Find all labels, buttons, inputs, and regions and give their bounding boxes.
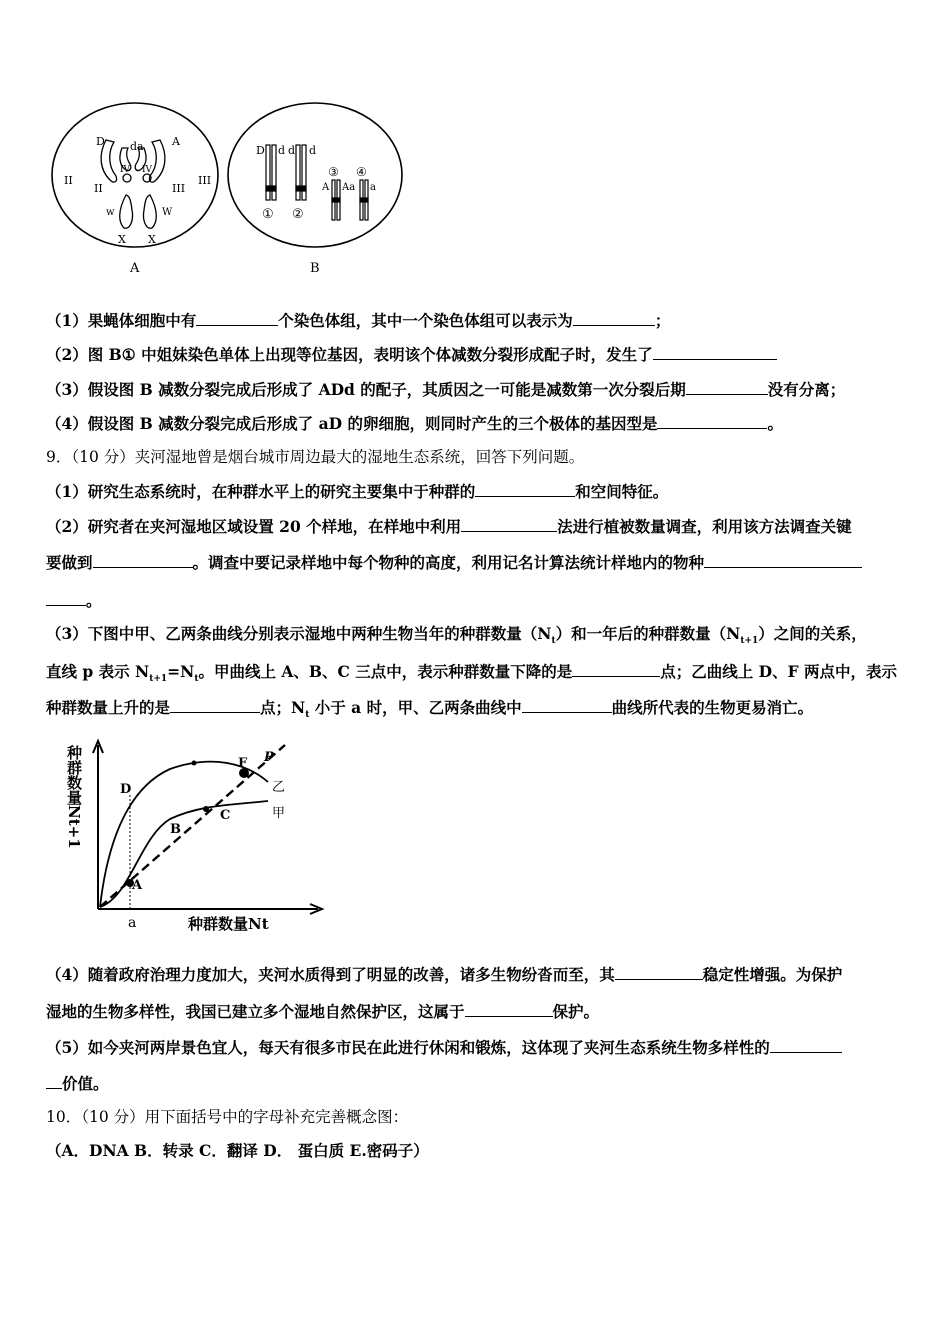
q9-p3c-s1: t	[305, 710, 310, 721]
label-IV-left: IV	[120, 165, 131, 175]
label-A: A	[172, 135, 180, 148]
q8-part4	[46, 412, 783, 435]
label-III-inner: III	[172, 182, 186, 195]
graph-label-D: D	[120, 782, 132, 797]
q8-p1-post: ；	[654, 311, 671, 330]
q9-p3c-t2: 点；N	[260, 698, 306, 717]
q9-p4a-pre: （4）随着政府治理力度加大，夹河水质得到了明显的改善，诸多生物纷沓而至，其	[46, 965, 615, 984]
label-b-d2: d	[288, 144, 296, 157]
cell-b-labels	[256, 144, 376, 222]
q9-p3b-s1: t+1	[149, 674, 168, 685]
label-figure-a: A	[130, 261, 140, 276]
q9-p3b-t3: 。甲曲线上 A、B、C 三点中，表示种群数量下降的是	[198, 662, 573, 681]
q9-p3b-t4: 点；乙曲线上 D、F 两点中，表示	[660, 662, 898, 681]
q9-p1-post: 和空间特征。	[575, 482, 669, 501]
label-X-left: X	[118, 233, 126, 246]
q9-p3b-t2: =N	[167, 662, 195, 681]
q8-p1-pre: （1）果蝇体细胞中有	[46, 311, 197, 330]
q9-p3a-t1: （3）下图中甲、乙两条曲线分别表示湿地中两种生物当年的种群数量（N	[46, 624, 552, 643]
q9-part1	[46, 480, 668, 503]
answer-blank[interactable]	[573, 309, 655, 326]
q9-p2c-post: 。	[86, 591, 102, 610]
q8-p4-post: 。	[767, 414, 783, 433]
point-C-marker	[203, 806, 209, 812]
q9-p3a-s1: t	[551, 636, 556, 647]
label-w: w	[106, 207, 115, 218]
q8-p2-pre: （2）图 B① 中姐妹染色单体上出现等位基因，表明该个体减数分裂形成配子时，发生了	[46, 345, 653, 364]
q8-p1-mid: 个染色体组，其中一个染色体组可以表示为	[278, 311, 573, 330]
label-W: W	[162, 207, 173, 218]
q9-p3b-s2: t	[194, 674, 199, 685]
q9-part4a	[46, 963, 842, 986]
label-X-right: X	[148, 233, 156, 246]
graph-label-B: B	[170, 822, 181, 837]
answer-blank[interactable]	[522, 696, 612, 713]
graph-label-A: A	[132, 878, 143, 893]
label-b-D: D	[256, 144, 265, 157]
label-III-right: III	[198, 174, 212, 187]
label-II-inner: II	[94, 182, 103, 195]
graph-axes	[93, 741, 322, 914]
q8-p4-pre: （4）假设图 B 减数分裂完成后形成了 aD 的卵细胞，则同时产生的三个极体的基因型是	[46, 414, 658, 433]
q9-p3a-t2: ）和一年后的种群数量（N	[555, 624, 741, 643]
answer-blank[interactable]	[170, 696, 260, 713]
answer-blank[interactable]	[93, 551, 193, 568]
q9-part5a	[46, 1036, 842, 1059]
q9-part3a	[46, 623, 867, 652]
curve-yi-peak-marker	[192, 761, 197, 766]
answer-blank[interactable]	[653, 343, 777, 360]
graph-label-yi: 乙	[272, 780, 286, 795]
label-b-A: A	[322, 182, 330, 193]
q9-p3a-t3: ）之间的关系，	[758, 624, 867, 643]
answer-blank[interactable]	[686, 378, 768, 395]
q9-p4a-post: 稳定性增强。为保护	[702, 965, 843, 984]
cell-b-outline	[228, 103, 402, 247]
graph-y-label: 种群数量Nt+1	[65, 745, 83, 849]
q9-p5b-post: 价值。	[62, 1074, 109, 1093]
q9-p3c-t3: 小于 a 时，甲、乙两条曲线中	[309, 698, 522, 717]
q10-options: （A．DNA B．转录 C．翻译 D． 蛋白质 E.密码子）	[46, 1141, 429, 1160]
answer-blank[interactable]	[461, 515, 557, 532]
label-b-Aa: Aa	[342, 182, 356, 193]
label-IV-right: IV	[142, 165, 153, 175]
answer-blank[interactable]	[615, 963, 703, 980]
q9-p3c-t4: 曲线所代表的生物更易消亡。	[611, 698, 814, 717]
answer-blank[interactable]	[704, 551, 862, 568]
label-b-circled-1: ①	[262, 207, 274, 222]
answer-blank[interactable]	[770, 1036, 842, 1053]
q9-p1-pre: （1）研究生态系统时，在种群水平上的研究主要集中于种群的	[46, 482, 476, 501]
graph-label-jia: 甲	[272, 806, 286, 821]
q8-part2	[46, 343, 777, 366]
answer-blank[interactable]	[657, 412, 767, 429]
q9-p4b-pre: 湿地的生物多样性，我国已建立多个湿地自然保护区，这属于	[46, 1002, 465, 1021]
q9-p2b-mid: 。调查中要记录样地中每个物种的高度，利用记名计算法统计样地内的物种	[192, 553, 705, 572]
population-graph	[60, 737, 330, 942]
q9-p2b-pre: 要做到	[46, 553, 93, 572]
label-b-circled-2: ②	[292, 207, 304, 222]
answer-blank[interactable]	[465, 1000, 553, 1017]
q9-heading: 9．（10 分）夹河湿地曾是烟台城市周边最大的湿地生态系统，回答下列问题。	[46, 448, 585, 466]
answer-blank[interactable]	[475, 480, 575, 497]
q9-p3b-t1: 直线 p 表示 N	[46, 662, 150, 681]
label-da: da	[130, 140, 144, 153]
q9-p3a-s2: t+1	[740, 636, 759, 647]
q9-part4b	[46, 1000, 599, 1023]
answer-blank[interactable]	[572, 660, 660, 677]
chromosome-figure	[48, 100, 418, 285]
q9-p3c-t1: 种群数量上升的是	[46, 698, 171, 717]
graph-point-labels	[120, 750, 285, 893]
label-b-circled-4: ④	[356, 165, 367, 179]
label-b-d1: d	[278, 144, 286, 157]
label-D: D	[96, 135, 105, 148]
q9-part2a	[46, 515, 852, 538]
answer-blank[interactable]	[46, 1072, 62, 1089]
label-b-a: a	[370, 182, 376, 193]
q9-p5a-pre: （5）如今夹河两岸景色宜人，每天有很多市民在此进行休闲和锻炼，这体现了夹河生态系统生物多样性的	[46, 1038, 770, 1057]
q9-p2a-pre: （2）研究者在夹河湿地区域设置 20 个样地，在样地中利用	[46, 517, 462, 536]
answer-blank[interactable]	[46, 589, 86, 606]
q9-part5b	[46, 1072, 109, 1095]
q9-part3c	[46, 696, 813, 726]
q9-part2c	[46, 589, 102, 612]
q8-part3	[46, 378, 845, 401]
label-b-d3: d	[309, 144, 317, 157]
graph-label-F: F	[238, 756, 248, 771]
graph-label-C: C	[220, 808, 231, 823]
graph-x-label: 种群数量Nt	[188, 915, 269, 933]
label-figure-b: B	[310, 261, 320, 276]
curve-jia	[100, 801, 268, 907]
q8-p3-pre: （3）假设图 B 减数分裂完成后形成了 ADd 的配子，其质因之一可能是减数第一次分裂后期	[46, 380, 686, 399]
q10-heading: 10．（10 分）用下面括号中的字母补充完善概念图：	[46, 1108, 409, 1126]
label-b-circled-3: ③	[328, 165, 339, 179]
q9-p4b-post: 保护。	[552, 1002, 600, 1021]
label-II-left: II	[64, 174, 73, 187]
q8-p3-post: 没有分离；	[767, 380, 846, 399]
graph-label-p: P	[264, 750, 274, 765]
answer-blank[interactable]	[196, 309, 278, 326]
q9-p2a-post: 法进行植被数量调查，利用该方法调查关键	[557, 517, 852, 536]
cell-a-outline	[52, 103, 218, 247]
q9-part3b	[46, 660, 897, 690]
q9-part2b	[46, 551, 862, 574]
q8-part1	[46, 309, 670, 332]
graph-tick-a: a	[128, 915, 137, 931]
